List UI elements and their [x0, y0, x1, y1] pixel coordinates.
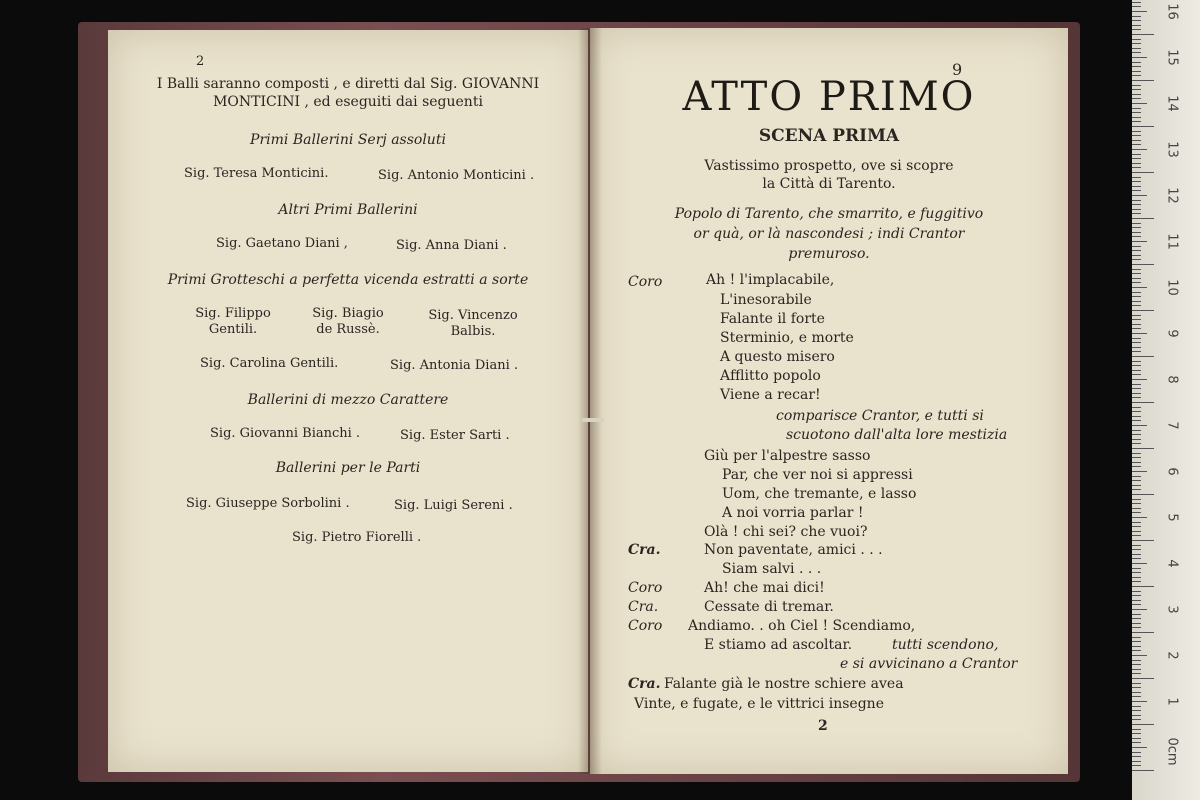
section-title-mezzo-carattere: Ballerini di mezzo Carattere: [247, 392, 449, 408]
dancer-name: Sig. Filippo: [195, 306, 271, 321]
ruler-number: 6: [1164, 467, 1180, 476]
ruler-major-tick: [1132, 172, 1154, 173]
verse-line: Giù per l'alpestre sasso: [704, 448, 871, 464]
stage-direction: e si avvicinano a Crantor: [840, 656, 1018, 672]
ruler-minor-tick: [1132, 154, 1141, 155]
ruler-major-tick: [1132, 34, 1154, 35]
ruler-minor-tick: [1132, 384, 1141, 385]
left-page-number: 2: [196, 54, 205, 69]
ruler-minor-tick: [1132, 98, 1141, 99]
verse-line: Ah! che mai dici!: [704, 580, 825, 596]
ruler-minor-tick: [1132, 733, 1141, 734]
left-page: [108, 30, 588, 772]
ruler-number: 16: [1164, 3, 1180, 20]
ruler-minor-tick: [1132, 752, 1141, 753]
ruler-minor-tick: [1132, 379, 1147, 380]
ruler-number: 12: [1164, 187, 1180, 204]
verse-line: Ah ! l'implacabile,: [706, 272, 835, 288]
ruler-minor-tick: [1132, 121, 1141, 122]
section-title-parti: Ballerini per le Parti: [275, 460, 421, 476]
ruler-minor-tick: [1132, 48, 1141, 49]
verse-line: Vinte, e fugate, e le vittrici insegne: [634, 696, 884, 712]
speaker-label: Coro: [628, 580, 663, 596]
section-title-grotteschi: Primi Grotteschi a perfetta vicenda estratti a sorte: [167, 272, 529, 288]
dancer-name: Sig. Antonia Diani .: [390, 358, 519, 373]
ruler-minor-tick: [1132, 462, 1141, 463]
ruler-minor-tick: [1132, 577, 1141, 578]
ruler-minor-tick: [1132, 623, 1141, 624]
ruler-minor-tick: [1132, 131, 1141, 132]
speaker-label: Cra.: [628, 676, 661, 692]
ruler-minor-tick: [1132, 581, 1141, 582]
ruler-minor-tick: [1132, 457, 1141, 458]
ruler-minor-tick: [1132, 11, 1147, 12]
ruler-minor-tick: [1132, 66, 1141, 67]
ruler-minor-tick: [1132, 572, 1141, 573]
intro-line-2: MONTICINI , ed eseguiti dai seguenti: [213, 94, 483, 110]
dancer-name: Sig. Giovanni Bianchi .: [210, 426, 361, 441]
ruler-minor-tick: [1132, 287, 1147, 288]
ruler-minor-tick: [1132, 669, 1141, 670]
ruler-minor-tick: [1132, 57, 1147, 58]
verse-line: L'inesorabile: [720, 292, 812, 308]
ruler-minor-tick: [1132, 729, 1141, 730]
ruler-minor-tick: [1132, 388, 1141, 389]
ruler-minor-tick: [1132, 241, 1147, 242]
ruler-minor-tick: [1132, 508, 1141, 509]
ruler-minor-tick: [1132, 16, 1141, 17]
verse-line: Andiamo. . oh Ciel ! Scendiamo,: [688, 618, 916, 634]
ruler-minor-tick: [1132, 269, 1141, 270]
ruler-minor-tick: [1132, 158, 1141, 159]
ruler-number: 2: [1164, 651, 1180, 660]
speaker-label: Cra.: [628, 542, 661, 558]
ruler-minor-tick: [1132, 177, 1141, 178]
ruler-minor-tick: [1132, 236, 1141, 237]
ruler-minor-tick: [1132, 94, 1141, 95]
scene-title: SCENA PRIMA: [758, 126, 900, 146]
ruler-minor-tick: [1132, 503, 1141, 504]
dancer-name: Sig. Biagio: [312, 306, 384, 321]
ruler-minor-tick: [1132, 186, 1141, 187]
dancer-name-cont: de Russè.: [316, 322, 380, 337]
ruler-minor-tick: [1132, 374, 1141, 375]
verse-line: Afflitto popolo: [720, 368, 821, 384]
ruler-minor-tick: [1132, 278, 1141, 279]
ruler-minor-tick: [1132, 719, 1141, 720]
ruler-major-tick: [1132, 310, 1154, 311]
ruler-minor-tick: [1132, 595, 1141, 596]
ruler-minor-tick: [1132, 112, 1141, 113]
ruler-minor-tick: [1132, 227, 1141, 228]
dancer-name: Sig. Giuseppe Sorbolini .: [186, 496, 350, 511]
ruler-number: 9: [1164, 329, 1180, 338]
ruler-minor-tick: [1132, 39, 1141, 40]
ruler-minor-tick: [1132, 480, 1141, 481]
ruler-minor-tick: [1132, 296, 1141, 297]
ruler-minor-tick: [1132, 370, 1141, 371]
ruler-minor-tick: [1132, 614, 1141, 615]
ruler-minor-tick: [1132, 535, 1141, 536]
ruler-major-tick: [1132, 632, 1154, 633]
verse-line: Falante già le nostre schiere avea: [664, 676, 904, 692]
ruler-major-tick: [1132, 356, 1154, 357]
ruler-minor-tick: [1132, 430, 1141, 431]
ruler-minor-tick: [1132, 664, 1141, 665]
ruler-minor-tick: [1132, 393, 1141, 394]
verse-line: Falante il forte: [720, 311, 825, 327]
ruler-minor-tick: [1132, 328, 1141, 329]
ruler-minor-tick: [1132, 282, 1141, 283]
speaker-label: Cra.: [628, 599, 659, 615]
ruler-major-tick: [1132, 770, 1154, 771]
ruler-minor-tick: [1132, 20, 1141, 21]
ruler-minor-tick: [1132, 747, 1147, 748]
measuring-ruler: [1132, 0, 1200, 800]
verse-line: Sterminio, e morte: [720, 330, 854, 346]
ruler-minor-tick: [1132, 195, 1147, 196]
ruler-major-tick: [1132, 80, 1154, 81]
ruler-minor-tick: [1132, 650, 1141, 651]
ruler-minor-tick: [1132, 489, 1141, 490]
verse-line: A noi vorria parlar !: [722, 505, 864, 521]
ruler-minor-tick: [1132, 609, 1147, 610]
ruler-number: 3: [1164, 605, 1180, 614]
verse-line: Olà ! chi sei? che vuoi?: [704, 524, 868, 540]
ruler-minor-tick: [1132, 563, 1147, 564]
ruler-minor-tick: [1132, 292, 1141, 293]
ruler-minor-tick: [1132, 761, 1141, 762]
dancer-name: Sig. Pietro Fiorelli .: [292, 530, 422, 545]
stage-direction: tutti scendono,: [892, 637, 999, 653]
ruler-minor-tick: [1132, 338, 1141, 339]
ruler-minor-tick: [1132, 756, 1141, 757]
ruler-major-tick: [1132, 448, 1154, 449]
dancer-name: Sig. Anna Diani .: [396, 238, 507, 253]
section-title-primi-ballerini: Primi Ballerini Serj assoluti: [250, 132, 446, 148]
intro-line-1: I Balli saranno composti , e diretti dal Sig. GIOVANNI: [156, 76, 540, 92]
verse-line: Siam salvi . . .: [722, 561, 822, 577]
ruler-minor-tick: [1132, 660, 1141, 661]
ruler-major-tick: [1132, 494, 1154, 495]
ruler-minor-tick: [1132, 6, 1141, 7]
dancer-name: Sig. Ester Sarti .: [400, 428, 510, 443]
ruler-minor-tick: [1132, 223, 1141, 224]
ruler-minor-tick: [1132, 347, 1141, 348]
ruler-number: 10: [1164, 279, 1180, 296]
ruler-minor-tick: [1132, 522, 1141, 523]
ruler-minor-tick: [1132, 443, 1141, 444]
ruler-minor-tick: [1132, 554, 1141, 555]
dancer-name: Sig. Antonio Monticini .: [378, 168, 535, 183]
ruler-minor-tick: [1132, 232, 1141, 233]
ruler-minor-tick: [1132, 738, 1141, 739]
ruler-minor-tick: [1132, 641, 1141, 642]
stage-direction-line-3: premuroso.: [788, 246, 870, 262]
ruler-minor-tick: [1132, 549, 1141, 550]
ruler-minor-tick: [1132, 545, 1141, 546]
dancer-name: Sig. Teresa Monticini.: [184, 166, 329, 181]
ruler-minor-tick: [1132, 673, 1141, 674]
ruler-number: 8: [1164, 375, 1180, 384]
ruler-minor-tick: [1132, 627, 1141, 628]
stage-direction-line-2: or quà, or là nascondesi ; indi Crantor: [693, 226, 965, 242]
ruler-minor-tick: [1132, 476, 1141, 477]
ruler-minor-tick: [1132, 52, 1141, 53]
ruler-minor-tick: [1132, 200, 1141, 201]
ruler-minor-tick: [1132, 273, 1141, 274]
ruler-minor-tick: [1132, 568, 1141, 569]
ruler-minor-tick: [1132, 108, 1141, 109]
ruler-minor-tick: [1132, 646, 1141, 647]
ruler-minor-tick: [1132, 255, 1141, 256]
verse-line: Uom, che tremante, e lasso: [722, 486, 917, 502]
ruler-minor-tick: [1132, 687, 1141, 688]
ruler-minor-tick: [1132, 591, 1141, 592]
ruler-minor-tick: [1132, 453, 1141, 454]
ruler-minor-tick: [1132, 246, 1141, 247]
ruler-minor-tick: [1132, 163, 1141, 164]
ruler-minor-tick: [1132, 62, 1141, 63]
act-title: ATTO PRIMO: [682, 74, 976, 120]
ruler-minor-tick: [1132, 342, 1141, 343]
ruler-minor-tick: [1132, 250, 1141, 251]
ruler-minor-tick: [1132, 333, 1147, 334]
stage-direction-line-1: Popolo di Tarento, che smarrito, e fuggitivo: [674, 206, 984, 222]
ruler-minor-tick: [1132, 324, 1141, 325]
binding-thread: [582, 418, 604, 422]
ruler-major-tick: [1132, 126, 1154, 127]
ruler-minor-tick: [1132, 637, 1141, 638]
dancer-name: Sig. Gaetano Diani ,: [216, 236, 348, 251]
ruler-minor-tick: [1132, 25, 1141, 26]
dancer-name-cont: Balbis.: [450, 324, 496, 339]
verse-line: Cessate di tremar.: [704, 599, 834, 615]
ruler-minor-tick: [1132, 75, 1141, 76]
section-title-altri-primi: Altri Primi Ballerini: [278, 202, 418, 218]
ruler-number: 4: [1164, 559, 1180, 568]
ruler-minor-tick: [1132, 517, 1147, 518]
ruler-minor-tick: [1132, 43, 1141, 44]
ruler-minor-tick: [1132, 190, 1141, 191]
ruler-major-tick: [1132, 724, 1154, 725]
right-page: [590, 28, 1068, 774]
ruler-minor-tick: [1132, 604, 1141, 605]
stage-direction: comparisce Crantor, e tutti si: [776, 408, 984, 424]
ruler-minor-tick: [1132, 706, 1141, 707]
ruler-minor-tick: [1132, 2, 1141, 3]
ruler-number: 0cm: [1164, 737, 1180, 766]
ruler-minor-tick: [1132, 618, 1141, 619]
ruler-minor-tick: [1132, 531, 1141, 532]
ruler-minor-tick: [1132, 149, 1147, 150]
verse-line: A questo misero: [720, 349, 835, 365]
ruler-minor-tick: [1132, 301, 1141, 302]
ruler-major-tick: [1132, 402, 1154, 403]
ruler-minor-tick: [1132, 692, 1141, 693]
ruler-minor-tick: [1132, 439, 1141, 440]
signature-mark: 2: [818, 718, 828, 734]
ruler-minor-tick: [1132, 144, 1141, 145]
verse-line: Viene a recar!: [720, 387, 821, 403]
verse-line: E stiamo ad ascoltar.: [704, 637, 853, 653]
ruler-minor-tick: [1132, 600, 1141, 601]
ruler-minor-tick: [1132, 351, 1141, 352]
ruler-minor-tick: [1132, 135, 1141, 136]
ruler-number: 7: [1164, 421, 1180, 430]
ruler-minor-tick: [1132, 89, 1141, 90]
ruler-minor-tick: [1132, 167, 1141, 168]
ruler-minor-tick: [1132, 411, 1141, 412]
ruler-minor-tick: [1132, 710, 1141, 711]
ruler-number: 13: [1164, 141, 1180, 158]
ruler-minor-tick: [1132, 305, 1141, 306]
speaker-label: Coro: [628, 618, 663, 634]
ruler-minor-tick: [1132, 85, 1141, 86]
ruler-minor-tick: [1132, 103, 1147, 104]
verse-line: Non paventate, amici . . .: [704, 542, 883, 558]
ruler-minor-tick: [1132, 416, 1141, 417]
dancer-name: Sig. Carolina Gentili.: [200, 356, 339, 371]
ruler-number: 11: [1164, 233, 1180, 250]
ruler-minor-tick: [1132, 29, 1141, 30]
ruler-minor-tick: [1132, 140, 1141, 141]
ruler-minor-tick: [1132, 181, 1141, 182]
ruler-number: 14: [1164, 95, 1180, 112]
ruler-minor-tick: [1132, 683, 1141, 684]
ruler-major-tick: [1132, 264, 1154, 265]
ruler-minor-tick: [1132, 315, 1141, 316]
ruler-minor-tick: [1132, 117, 1141, 118]
ruler-minor-tick: [1132, 420, 1141, 421]
dancer-name: Sig. Luigi Sereni .: [394, 498, 513, 513]
setting-line-2: la Città di Tarento.: [762, 176, 896, 192]
ruler-minor-tick: [1132, 558, 1141, 559]
ruler-minor-tick: [1132, 204, 1141, 205]
speaker-label: Coro: [628, 274, 663, 290]
ruler-minor-tick: [1132, 434, 1141, 435]
ruler-minor-tick: [1132, 361, 1141, 362]
right-page-number: 9: [952, 60, 963, 79]
ruler-number: 5: [1164, 513, 1180, 522]
ruler-minor-tick: [1132, 209, 1141, 210]
ruler-minor-tick: [1132, 259, 1141, 260]
ruler-minor-tick: [1132, 397, 1141, 398]
ruler-minor-tick: [1132, 696, 1141, 697]
ruler-minor-tick: [1132, 655, 1147, 656]
ruler-major-tick: [1132, 678, 1154, 679]
ruler-minor-tick: [1132, 407, 1141, 408]
ruler-minor-tick: [1132, 425, 1147, 426]
verse-line: Par, che ver noi si appressi: [722, 467, 913, 483]
ruler-minor-tick: [1132, 213, 1141, 214]
setting-line-1: Vastissimo prospetto, ove si scopre: [704, 158, 954, 174]
stage-direction: scuotono dall'alta lore mestizia: [786, 427, 1008, 443]
ruler-major-tick: [1132, 218, 1154, 219]
ruler-major-tick: [1132, 540, 1154, 541]
dancer-name: Sig. Vincenzo: [428, 308, 518, 323]
ruler-minor-tick: [1132, 365, 1141, 366]
ruler-minor-tick: [1132, 701, 1147, 702]
ruler-number: 1: [1164, 697, 1180, 706]
ruler-minor-tick: [1132, 319, 1141, 320]
ruler-number: 15: [1164, 49, 1180, 66]
ruler-minor-tick: [1132, 742, 1141, 743]
ruler-minor-tick: [1132, 466, 1141, 467]
ruler-minor-tick: [1132, 485, 1141, 486]
ruler-minor-tick: [1132, 499, 1141, 500]
ruler-major-tick: [1132, 586, 1154, 587]
ruler-minor-tick: [1132, 526, 1141, 527]
ruler-minor-tick: [1132, 471, 1147, 472]
ruler-minor-tick: [1132, 765, 1141, 766]
dancer-name-cont: Gentili.: [208, 322, 258, 337]
book-gutter: [578, 28, 602, 774]
ruler-minor-tick: [1132, 715, 1141, 716]
ruler-minor-tick: [1132, 512, 1141, 513]
ruler-minor-tick: [1132, 71, 1141, 72]
